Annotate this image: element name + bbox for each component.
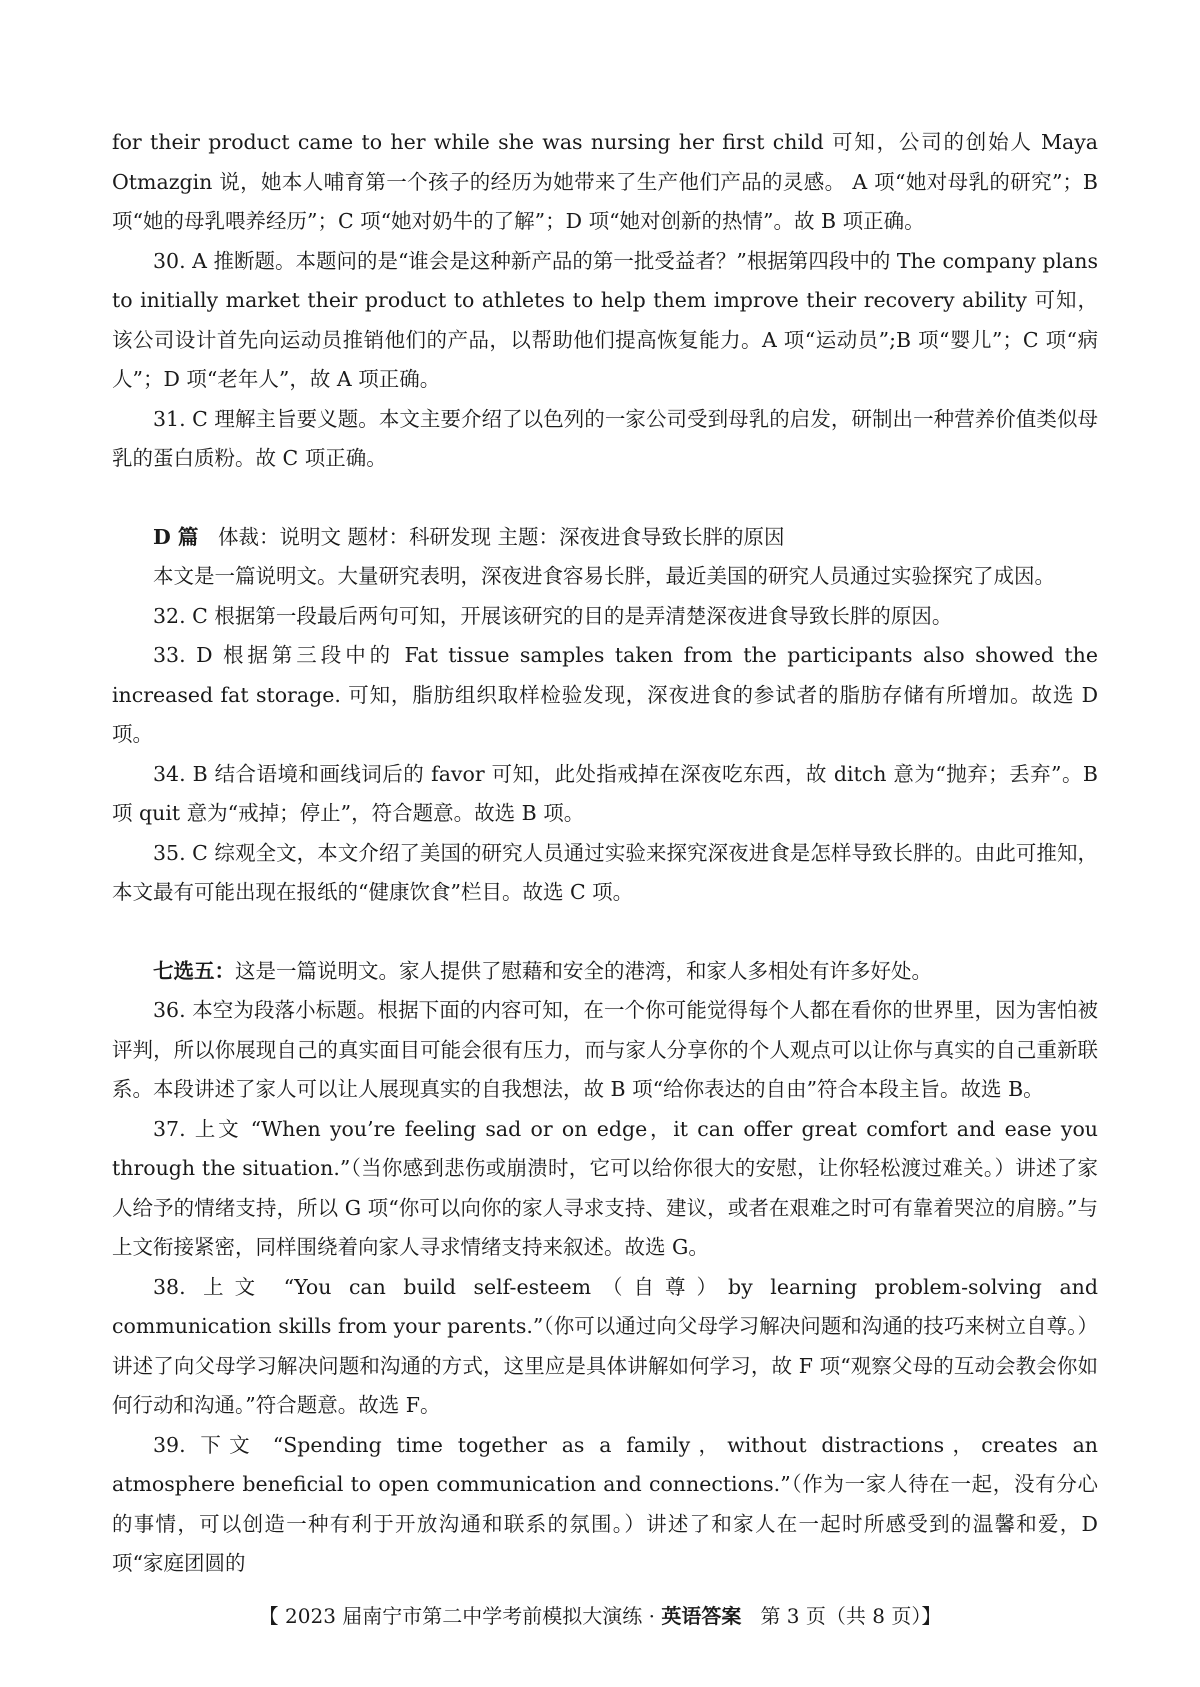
paragraph-q37: 37. 上文 “When you’re feeling sad or on edge，it can offer great comfort and ease you through the situation.”（当你感到悲伤或崩溃时，它可以给你很大的安慰，让你轻松渡过难关。）讲述了家人给予的情绪支持，所以 G 项“你可以向你的家人寻求支持、建议，或者在艰难之时可有靠着哭泣的肩膀。”与上文衔接紧密，同样围绕着向家人寻求情绪支持来叙述。故选 G。 (112, 1116, 1098, 1259)
paragraph-q39: 39. 下文 “Spending time together as a family，without distractions，creates an atmosphere beneficial to open communication and connections.”（作为一家人待在一起，没有分心的事情，可以创造一种有利于开放沟通和联系的氛围。）讲述了和家人在一起时所感受到的温馨和爱，D 项“家庭团圆的 (112, 1432, 1098, 1575)
paragraph-q35: 35. C 综观全文，本文介绍了美国的研究人员通过实验来探究深夜进食是怎样导致长胖的。由此可推知，本文最有可能出现在报纸的“健康饮食”栏目。故选 C 项。 (112, 840, 1098, 904)
paragraph-q30: 30. A 推断题。本题问的是“谁会是这种新产品的第一批受益者？”根据第四段中的 The company plans to initially market their product to athletes to help them improve their recovery ability 可知，该公司设计首先向运动员推销他们的产品，以帮助他们提高恢复能力。A 项“运动员”;B 项“婴儿”；C 项“病人”；D 项“老年人”，故 A 项正确。 (112, 248, 1098, 391)
seven-five-summary: 这是一篇说明文。家人提供了慰藉和安全的港湾，和家人多相处有许多好处。 (235, 958, 932, 983)
section-gap (112, 913, 1098, 952)
paragraph-q33: 33. D 根据第三段中的 Fat tissue samples taken from the participants also showed the increased fat storage. 可知，脂肪组织取样检验发现，深夜进食的参试者的脂肪存储有所增加。故选 D 项。 (112, 643, 1098, 746)
paragraph-q31: 31. C 理解主旨要义题。本文主要介绍了以色列的一家公司受到母乳的启发，研制出一种营养价值类似母乳的蛋白质粉。故 C 项正确。 (112, 406, 1098, 470)
paragraph-q34: 34. B 结合语境和画线词后的 favor 可知，此处指戒掉在深夜吃东西，故 ditch 意为“抛弃；丢弃”。B 项 quit 意为“戒掉；停止”，符合题意。故选 B 项。 (112, 761, 1098, 825)
section-gap (112, 479, 1098, 518)
paragraph-q32: 32. C 根据第一段最后两句可知，开展该研究的目的是弄清楚深夜进食导致长胖的原因。 (153, 603, 953, 628)
section-d-heading (112, 518, 1098, 558)
section-d-label: D 篇 (153, 524, 199, 549)
footer-exam-name: 【 2023 届南宁市第二中学考前模拟大演练 · (258, 1604, 662, 1628)
seven-five-heading (112, 952, 1098, 992)
answer-explanations (112, 123, 1098, 1584)
paragraph-29-continued: for their product came to her while she was nursing her first child 可知，公司的创始人 Maya Otmazgin 说，她本人哺育第一个孩子的经历为她带来了生产他们产品的灵感。 A 项“她对母乳的研究”；B 项“她的母乳喂养经历”；C 项“她对奶牛的了解”；D 项“她对创新的热情”。故 B 项正确。 (112, 130, 1098, 233)
footer-page-number: 第 3 页（共 8 页）】 (760, 1604, 942, 1628)
seven-five-label: 七选五： (153, 958, 235, 983)
section-d-summary: 本文是一篇说明文。大量研究表明，深夜进食容易长胖，最近美国的研究人员通过实验探究了成因。 (153, 564, 1055, 588)
page-footer (0, 1600, 1200, 1632)
section-d-info: 体裁：说明文 题材：科研发现 主题：深夜进食导致长胖的原因 (217, 524, 785, 549)
paragraph-q36: 36. 本空为段落小标题。根据下面的内容可知，在一个你可能觉得每个人都在看你的世界里，因为害怕被评判，所以你展现自己的真实面目可能会很有压力，而与家人分享你的个人观点可以让你与真实的自己重新联系。本段讲述了家人可以让人展现真实的自我想法，故 B 项“给你表达的自由”符合本段主旨。故选 B。 (112, 998, 1098, 1101)
paragraph-q38: 38. 上文 “You can build self-esteem（自尊）by learning problem-solving and communication skills from your parents.”（你可以通过向父母学习解决问题和沟通的技巧来树立自尊。）讲述了向父母学习解决问题和沟通的方式，这里应是具体讲解如何学习，故 F 项“观察父母的互动会教会你如何行动和沟通。”符合题意。故选 F。 (112, 1274, 1098, 1417)
footer-subject: 英语答案 (661, 1604, 742, 1628)
